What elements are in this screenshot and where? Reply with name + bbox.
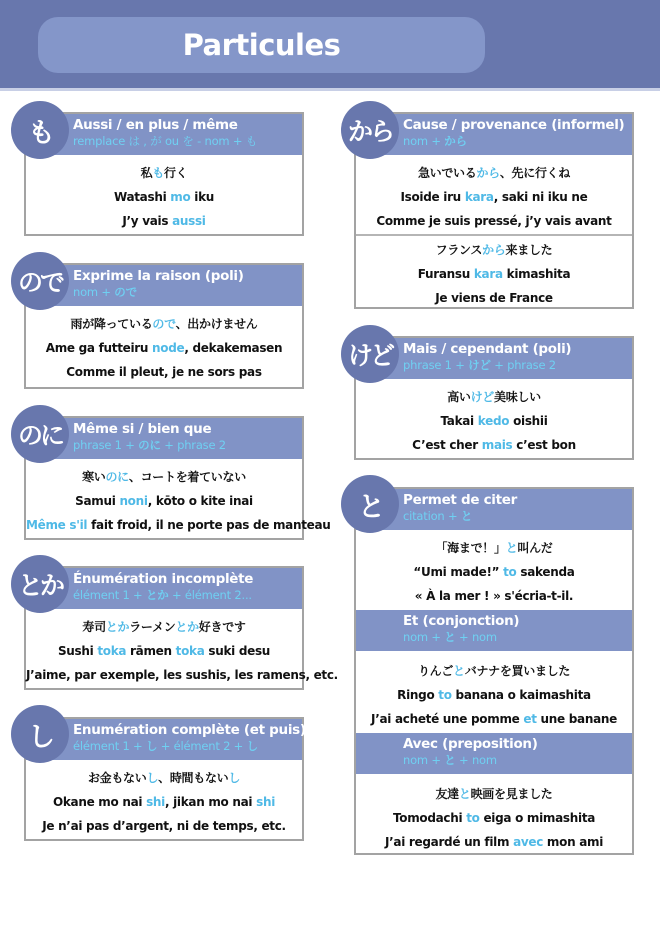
highlighted-particle: し [146,771,159,785]
card-title: Enumération complète (et puis) [73,722,306,738]
text-segment: élément 1 + [73,739,146,753]
highlighted-particle: avec [513,835,544,849]
example-japanese [26,465,302,489]
text-segment: Takai [440,414,478,428]
example-romaji [356,185,632,209]
card-usage [403,630,632,645]
text-segment: 寿司 [82,620,106,634]
text-segment: りんご [417,664,454,678]
highlighted-particle: とか [105,620,130,634]
highlighted-particle: から [482,243,506,257]
particle-badge-toka: とか [11,555,69,613]
text-segment: remplace は , が ou を - nom + も [73,134,258,148]
text-segment: fait froid, il ne porte pas de manteau [87,518,331,532]
card-examples [356,651,632,733]
example-japanese [26,312,302,336]
text-segment: 私 [140,166,153,180]
highlighted-particle: kara [473,267,503,281]
text-segment: 、時間もない [158,771,229,785]
card-usage [403,358,632,373]
header-underline [0,88,660,91]
card-examples-2 [356,238,632,314]
text-segment: 雨が降っている [70,317,153,331]
title-banner [38,17,485,73]
text-segment: , kōto o kite inai [147,494,253,508]
highlighted-particle: も [152,166,164,180]
text-segment: Ame ga futteiru [45,341,153,355]
card-examples [356,530,632,610]
text-segment: Samui [75,494,120,508]
example-romaji [26,185,302,209]
highlighted-particle: とか [145,588,169,602]
highlighted-particle: し [228,771,241,785]
highlighted-particle: kara [464,190,494,204]
particle-badge-to: と [341,475,399,533]
page-title: Particules [182,28,341,62]
to-section-conjunction [356,610,632,733]
card-examples [26,760,302,842]
card-title: Avec (preposition) [403,736,538,752]
example-romaji [26,790,302,814]
text-segment: Ringo [397,688,439,702]
example-japanese [356,238,632,262]
example-french [356,707,632,731]
text-segment: oishii [509,414,548,428]
card-title: Mais / cependant (poli) [403,341,572,357]
example-japanese [26,766,302,790]
text-segment: nom + [403,630,445,644]
card-usage [73,285,302,300]
particle-badge-shi: し [11,705,69,763]
card-examples [26,155,302,237]
highlighted-particle: et [523,712,537,726]
text-segment: citation + [403,509,461,523]
text-segment: mon ami [543,835,604,849]
card-usage [73,739,302,754]
card-examples [356,379,632,461]
example-french [356,286,632,310]
text-segment: + élément 2... [168,588,252,602]
example-japanese [26,615,302,639]
text-segment: nom + [73,285,115,299]
highlighted-particle: mais [481,438,513,452]
highlighted-particle: し [145,739,158,753]
card-examples [26,306,302,388]
text-segment: 叫んだ [517,541,553,555]
text-segment: 、出かけません [175,317,258,331]
text-segment: rāmen [126,644,176,658]
highlighted-particle: toka [175,644,205,658]
example-romaji [356,560,632,584]
highlighted-particle: と [444,753,456,767]
text-segment: J’y vais [122,214,173,228]
text-segment: c’est bon [512,438,576,452]
example-french [26,814,302,838]
highlighted-particle: mo [170,190,191,204]
text-segment: Je viens de France [435,291,553,305]
example-japanese [356,659,632,683]
example-french [356,433,632,457]
highlighted-particle: けど [470,390,494,404]
highlighted-particle: と [453,664,465,678]
text-segment: C’est cher [412,438,482,452]
card-usage [73,438,302,453]
card-examples [26,459,331,541]
text-segment: Tomodachi [392,811,467,825]
highlighted-particle: kedo [477,414,510,428]
example-romaji [26,336,302,360]
card-examples [356,774,632,858]
text-segment: phrase 1 + [73,438,139,452]
text-segment: , dekakemasen [184,341,283,355]
text-segment: 行く [164,166,188,180]
text-segment: J’ai regardé un film [384,835,514,849]
text-segment: Watashi [113,190,171,204]
particle-badge-mo: も [11,101,69,159]
text-segment: Comme je suis pressé, j’y vais avant [376,214,612,228]
text-segment: nom + [403,753,445,767]
highlighted-particle: とか [175,620,199,634]
text-segment: + élément 2 + [157,739,247,753]
text-segment: , jikan mo nai [164,795,257,809]
highlighted-particle: noni [119,494,148,508]
example-french [26,360,302,384]
example-french [356,830,632,854]
highlighted-particle: のに [138,438,161,452]
highlighted-particle: から [476,166,500,180]
example-french [26,209,302,233]
card-usage [73,134,302,149]
card-title: Même si / bien que [73,421,212,437]
highlighted-particle: と [458,787,471,801]
text-segment: Isoide iru [400,190,465,204]
card-title: Énumération incomplète [73,571,254,587]
text-segment: Okane mo nai [52,795,147,809]
example-romaji [356,806,632,830]
highlighted-particle: aussi [172,214,206,228]
text-segment: 寒い [82,470,106,484]
highlighted-particle: Même s'il [26,518,88,532]
text-segment: 美味しい [494,390,541,404]
text-segment: “Umi made!” [413,565,504,579]
text-segment: バナナを買いました [464,664,571,678]
text-segment: Comme il pleut, je ne sors pas [66,365,262,379]
particle-badge-node: ので [11,252,69,310]
text-segment: 高い [447,390,471,404]
text-segment: + nom [455,753,497,767]
card-title: Permet de citer [403,492,518,508]
to-section-preposition [356,733,632,858]
highlighted-particle: のに [105,470,129,484]
highlighted-particle: けど [468,358,491,372]
text-segment: J’ai acheté une pomme [371,712,524,726]
text-segment: eiga o mimashita [479,811,596,825]
highlighted-particle: toka [97,644,127,658]
text-segment: 好きです [198,620,246,634]
highlighted-particle: と [505,541,518,555]
text-segment: 「海まで！」 [435,541,506,555]
text-segment: phrase 1 + [403,358,469,372]
card-usage [403,509,632,524]
example-japanese [356,385,632,409]
example-french [26,663,338,687]
text-segment: 、コートを着ていない [128,470,246,484]
example-japanese [356,536,632,560]
text-segment: + phrase 2 [160,438,226,452]
highlighted-particle: と [444,630,456,644]
card-usage [403,753,632,768]
example-french [356,209,632,233]
highlighted-particle: shi [146,795,165,809]
card-usage [403,134,632,149]
card-header [356,610,632,651]
text-segment: 映画を見ました [470,787,553,801]
text-segment: Je n’ai pas d’argent, ni de temps, etc. [42,819,286,833]
text-segment: iku [190,190,215,204]
highlighted-particle: ので [152,317,176,331]
highlighted-particle: ので [114,285,137,299]
card-header [356,733,632,774]
card-usage [73,588,302,603]
particle-badge-kedo: けど [341,325,399,383]
highlighted-particle: と [460,509,473,523]
particle-badge-kara: から [341,101,399,159]
text-segment: suki desu [204,644,271,658]
text-segment: + phrase 2 [490,358,556,372]
text-segment: élément 1 + [73,588,146,602]
highlighted-particle: から [444,134,467,148]
text-segment: kimashita [502,267,571,281]
text-segment: 来ました [505,243,553,257]
text-segment: お金もない [87,771,147,785]
example-romaji [356,683,632,707]
text-segment: , saki ni iku ne [493,190,588,204]
highlighted-particle: to [503,565,517,579]
highlighted-particle: to [438,688,452,702]
particle-badge-noni: のに [11,405,69,463]
text-segment: 急いでいる [417,166,477,180]
text-segment: une banane [536,712,617,726]
text-segment: J’aime, par exemple, les sushis, les ramens, etc. [26,668,338,682]
example-romaji [26,639,302,663]
example-french [356,584,632,608]
text-segment: ラーメン [129,620,176,634]
example-japanese [356,161,632,185]
example-romaji [356,262,632,286]
text-segment: 、先に行くね [499,166,571,180]
highlighted-particle: shi [256,795,276,809]
text-segment: banana o kaimashita [451,688,591,702]
section-divider [356,234,632,236]
example-japanese [356,782,632,806]
highlighted-particle: to [466,811,480,825]
card-examples [26,609,338,691]
text-segment: + nom [455,630,497,644]
example-romaji [26,489,302,513]
highlighted-particle: node [152,341,185,355]
text-segment: « À la mer ! » s'écria-t-il. [414,589,574,603]
example-japanese [26,161,302,185]
card-title: Exprime la raison (poli) [73,268,244,284]
text-segment: Sushi [57,644,98,658]
card-title: Aussi / en plus / même [73,117,238,133]
example-romaji [356,409,632,433]
example-french [26,513,331,537]
text-segment: 友達 [435,787,459,801]
text-segment: フランス [435,243,483,257]
card-title: Cause / provenance (informel) [403,117,625,133]
text-segment: sakenda [516,565,575,579]
card-title: Et (conjonction) [403,613,520,629]
card-examples [356,155,632,233]
text-segment: nom + [403,134,445,148]
text-segment: Furansu [417,267,474,281]
card-to [354,487,634,855]
highlighted-particle: し [246,739,258,753]
